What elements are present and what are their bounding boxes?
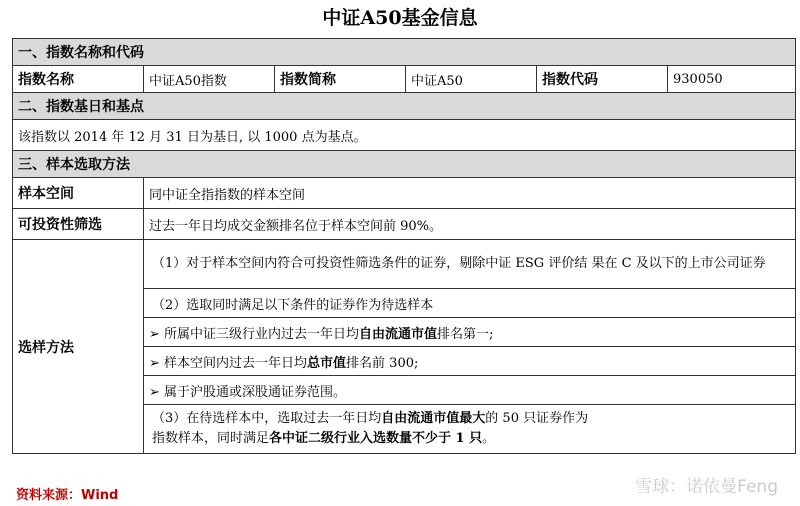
index-name-row <box>13 66 796 93</box>
cond1-pre: ➢ 所属中证三级行业内过去一年日均 <box>149 326 360 342</box>
index-short-label: 指数简称 <box>275 66 406 93</box>
method-step2: （2）选取同时满足以下条件的证券作为待选样本 <box>144 289 796 318</box>
section2-header-row <box>13 93 796 120</box>
sample-space-label: 样本空间 <box>13 178 144 209</box>
cond2-bold: 总市值 <box>307 355 347 371</box>
step3-b: 自由流通市值最大 <box>381 411 486 426</box>
index-name-value: 中证A50指数 <box>144 66 275 93</box>
section2-header: 二、指数基日和基点 <box>13 93 796 120</box>
base-date-row <box>13 120 796 151</box>
section1-header: 一、指数名称和代码 <box>13 39 796 66</box>
section3-header-row <box>13 151 796 178</box>
selection-method-label: 选样方法 <box>13 240 144 454</box>
cond1-post: 排名第一; <box>437 326 494 342</box>
section3-header: 三、样本选取方法 <box>13 151 796 178</box>
method-row-step1 <box>13 240 796 289</box>
source-note: 资料来源：Wind <box>16 488 119 503</box>
base-date-text: 该指数以 2014 年 12 月 31 日为基日, 以 1000 点为基点。 <box>13 120 796 151</box>
method-condition3: ➢ 属于沪股通或深股通证券范围。 <box>144 376 796 405</box>
index-code-value: 930050 <box>668 66 796 93</box>
method-step3 <box>144 405 796 454</box>
step3-f: 。 <box>482 431 496 446</box>
step3-d: 指数样本，同时满足 <box>152 431 270 446</box>
section1-header-row <box>13 39 796 66</box>
sample-space-row <box>13 178 796 209</box>
step3-a: （3）在待选样本中，选取过去一年日均 <box>152 411 382 426</box>
method-step1: （1）对于样本空间内符合可投资性筛选条件的证券，剔除中证 ESG 评价结 果在 C 及以下的上市公司证券 <box>144 240 796 289</box>
index-code-label: 指数代码 <box>537 66 668 93</box>
watermark: 雪球：诺依曼Feng <box>635 477 778 497</box>
investability-row <box>13 209 796 240</box>
cond2-post: 排名前 300; <box>346 355 419 371</box>
index-short-value: 中证A50 <box>406 66 537 93</box>
index-name-label: 指数名称 <box>13 66 144 93</box>
step3-c: 的 50 只证券作为 <box>485 411 589 426</box>
step3-e: 各中证二级行业入选数量不少于 1 只 <box>269 431 483 446</box>
investability-value: 过去一年日均成交金额排名位于样本空间前 90%。 <box>144 209 796 240</box>
sample-space-value: 同中证全指指数的样本空间 <box>144 178 796 209</box>
page-title: 中证A50基金信息 <box>322 7 478 29</box>
method-condition1 <box>144 318 796 347</box>
fund-info-table <box>12 38 796 454</box>
cond2-pre: ➢ 样本空间内过去一年日均 <box>149 355 308 371</box>
investability-label: 可投资性筛选 <box>13 209 144 240</box>
method-condition2 <box>144 347 796 376</box>
cond1-bold: 自由流通市值 <box>359 326 438 342</box>
